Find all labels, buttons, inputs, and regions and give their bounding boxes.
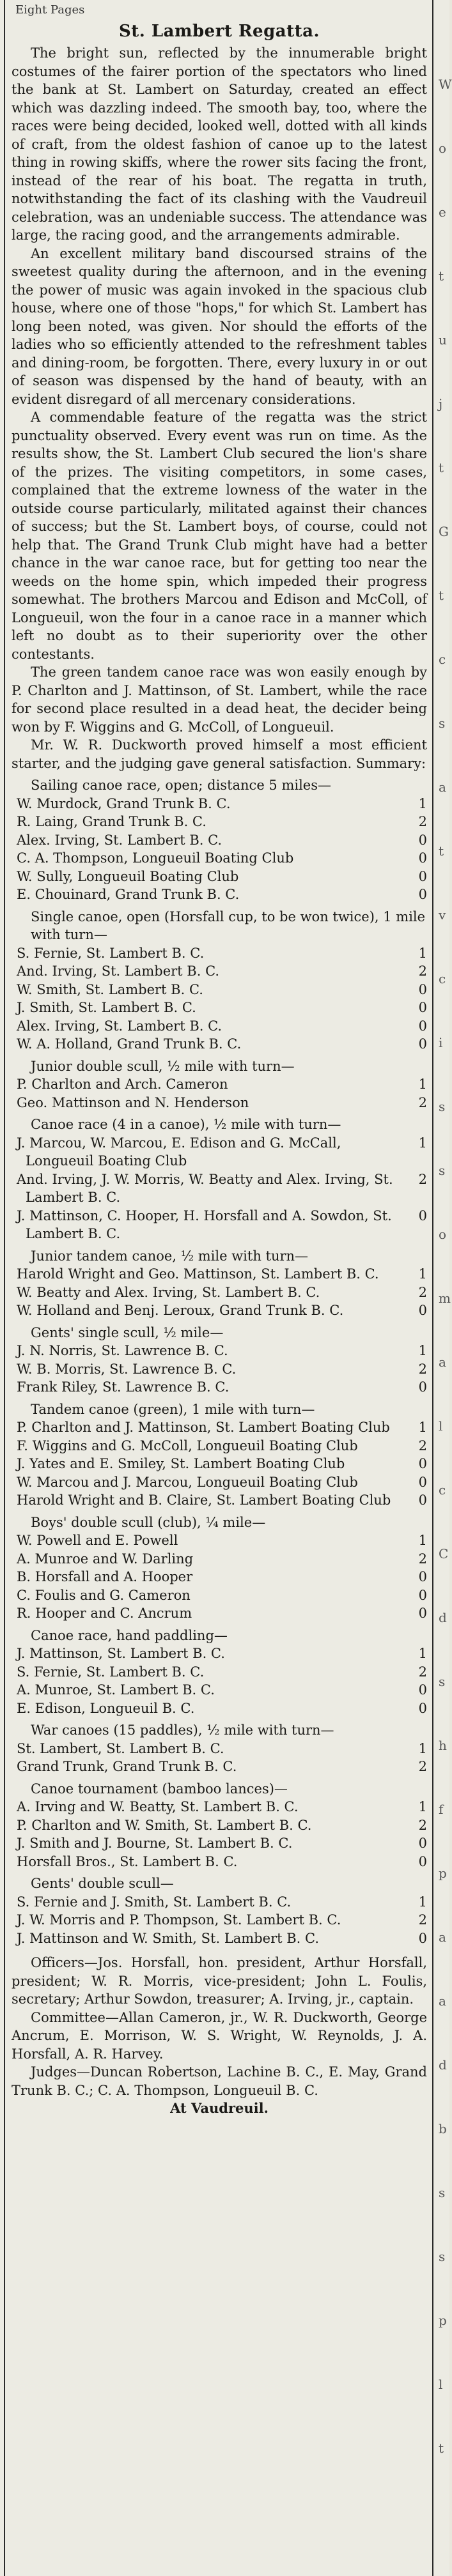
cropped-glyph: p: [439, 2313, 447, 2328]
result-row: [12, 795, 427, 813]
result-row: [12, 1094, 427, 1112]
cropped-glyph: s: [439, 716, 446, 731]
cropped-glyph: t: [439, 843, 444, 859]
competitor-name: W. Smith, St. Lambert B. C.: [17, 981, 203, 997]
cropped-glyph: t: [439, 588, 444, 603]
placing-number: 1: [418, 1533, 427, 1548]
competitor-name: Geo. Mattinson and N. Henderson: [17, 1094, 249, 1110]
placing-number: 2: [418, 1171, 427, 1187]
cropped-glyph: o: [439, 141, 447, 156]
cropped-glyph: a: [439, 1929, 446, 1945]
result-row: [12, 1604, 427, 1623]
placing-number: 1: [418, 1266, 427, 1282]
result-row: [12, 1586, 427, 1605]
competitor-name: E. Chouinard, Grand Trunk B. C.: [17, 887, 240, 902]
competitor-name: J. Marcou, W. Marcou, E. Edison and G. McCall, Longueuil Boating Club: [17, 1135, 341, 1169]
cropped-glyph: t: [439, 2441, 444, 2456]
placing-number: 2: [418, 1912, 427, 1928]
competitor-name: Harold Wright and Geo. Mattinson, St. Lambert B. C.: [17, 1266, 379, 1282]
competitor-name: Harold Wright and B. Claire, St. Lambert Boating Club: [17, 1492, 391, 1508]
placing-number: 0: [418, 1000, 427, 1015]
result-row: [12, 1816, 427, 1835]
placing-number: 0: [418, 868, 427, 884]
cropped-glyph: c: [439, 971, 446, 986]
event-title: Junior double scull, ½ mile with turn—: [31, 1058, 295, 1074]
competitor-name: B. Horsfall and A. Hooper: [17, 1569, 193, 1584]
result-row: [12, 981, 427, 999]
result-row: [12, 1455, 427, 1473]
result-row: [12, 1491, 427, 1510]
paragraph: The green tandem canoe race was won easily enough by P. Charlton and J. Mattinson, of St. Lambert, while the race for second place resulted in a dead heat, the decider being won by F. Wiggins and G. McColl, of Longueuil.: [12, 664, 427, 735]
result-row: [12, 1798, 427, 1816]
result-row: [12, 849, 427, 868]
result-row: [12, 1758, 427, 1776]
placing-number: 1: [418, 1894, 427, 1910]
placing-number: 0: [418, 1587, 427, 1603]
cropped-glyph: a: [439, 1993, 446, 2009]
result-row: [12, 1834, 427, 1853]
result-row: [12, 999, 427, 1017]
placing-number: 0: [418, 1606, 427, 1621]
competitor-name: E. Edison, Longueuil B. C.: [17, 1700, 195, 1716]
result-row: [12, 1075, 427, 1094]
competitor-name: A. Irving and W. Beatty, St. Lambert B. C.: [17, 1799, 299, 1814]
cropped-glyph: c: [439, 652, 446, 667]
cropped-glyph: v: [439, 907, 446, 923]
event-title: Boys' double scull (club), ¼ mile—: [31, 1514, 266, 1530]
competitor-name: R. Hooper and C. Ancrum: [17, 1606, 192, 1621]
cropped-glyph: s: [439, 2185, 446, 2200]
cropped-glyph: f: [439, 1802, 444, 1817]
result-row: [12, 1853, 427, 1871]
competitor-name: S. Fernie and J. Smith, St. Lambert B. C.: [17, 1894, 292, 1910]
cropped-glyph: i: [439, 1035, 443, 1050]
competitor-name: S. Fernie, St. Lambert B. C.: [17, 945, 205, 961]
result-row: [12, 1418, 427, 1437]
result-row: [12, 1699, 427, 1718]
placing-number: 2: [418, 1664, 427, 1680]
cropped-glyph: d: [439, 1610, 447, 1625]
placing-number: 0: [418, 1018, 427, 1034]
cropped-glyph: t: [439, 268, 444, 284]
result-row: [12, 1035, 427, 1054]
result-row: [12, 1663, 427, 1682]
cropped-glyph: a: [439, 779, 446, 795]
event-title: Junior tandem canoe, ½ mile with turn—: [31, 1248, 309, 1264]
result-row: [12, 1301, 427, 1320]
result-row: [12, 1265, 427, 1284]
competitor-name: F. Wiggins and G. McColl, Longueuil Boating Club: [17, 1438, 358, 1453]
placing-number: 0: [418, 1836, 427, 1851]
result-row: [12, 831, 427, 850]
competitor-name: W. Sully, Longueuil Boating Club: [17, 868, 239, 884]
cropped-glyph: m: [439, 1291, 451, 1306]
result-row: [12, 1929, 427, 1948]
paragraph: A commendable feature of the regatta was the strict punctuality observed. Every event was run on time. As the results show, the St. Lambert Club secured the lion's share of the prizes. The visiting competitors, in some cases, complained that the extreme lowness of the water in the outside course particularly, militated against their chances of success; but the St. Lambert boys, of course, could not help that. The Grand Trunk Club might have had a better chance in the war canoe race, but for getting too near the weeds on the home spin, which impeded their progress somewhat. The brothers Marcou and Edison and McColl, of Longueuil, won the four in a canoe race in a manner which left no doubt as to their superiority over the other contestants.: [12, 410, 427, 662]
competitor-name: A. Munroe, St. Lambert B. C.: [17, 1682, 215, 1698]
event-title: Gents' single scull, ½ mile—: [31, 1324, 224, 1340]
competitor-name: P. Charlton and W. Smith, St. Lambert B. C.: [17, 1817, 312, 1833]
cropped-glyph: s: [439, 1099, 446, 1114]
result-row: [12, 1207, 427, 1243]
placing-number: 1: [418, 1420, 427, 1435]
placing-number: 0: [418, 1208, 427, 1223]
placing-number: 0: [418, 850, 427, 866]
result-row: [12, 944, 427, 963]
event-title: Single canoe, open (Horsfall cup, to be won twice), 1 mile with turn—: [31, 908, 426, 942]
left-column-rule: [4, 0, 5, 2576]
cropped-glyph: l: [439, 1418, 443, 1434]
result-row: [12, 813, 427, 831]
race-summary: [12, 776, 427, 1947]
placing-number: 2: [418, 963, 427, 979]
right-column-rule: [432, 0, 433, 2576]
result-row: [12, 1681, 427, 1699]
result-row: [12, 1360, 427, 1379]
result-row: [12, 1284, 427, 1302]
placing-number: 0: [418, 1456, 427, 1471]
competitor-name: P. Charlton and Arch. Cameron: [17, 1077, 228, 1092]
placing-number: 2: [418, 814, 427, 829]
competitor-name: S. Fernie, St. Lambert B. C.: [17, 1664, 205, 1680]
placing-number: 2: [418, 1284, 427, 1300]
placing-number: 0: [418, 1036, 427, 1052]
result-row: [12, 962, 427, 981]
result-row: [12, 1893, 427, 1912]
competitor-name: J. Mattinson, St. Lambert B. C.: [17, 1646, 225, 1661]
article-title: St. Lambert Regatta.: [118, 21, 320, 41]
paragraph: The bright sun, reflected by the innumerable bright costumes of the fairer portion of the spectators who lined the bank at St. Lambert on Saturday, created an effect which was dazzling indeed. The smooth bay, too, where the races were being decided, looked well, dotted with all kinds of craft, from the oldest fashion of canoe up to the latest thing in rowing skiffs, where the rower sits facing the front, instead of the rear of his boat. The regatta in truth, notwithstanding the fact of its clashing with the Vaudreuil celebration, was an undeniable success. The attendance was large, the racing good, and the arrangements admirable.: [12, 45, 427, 243]
result-row: [12, 1378, 427, 1397]
competitor-name: W. Holland and Benj. Leroux, Grand Trunk B. C.: [17, 1303, 344, 1318]
event-title: Canoe race (4 in a canoe), ½ mile with turn—: [31, 1117, 341, 1132]
placing-number: 0: [418, 1492, 427, 1508]
result-row: [12, 1740, 427, 1758]
cropped-glyph: s: [439, 1674, 446, 1689]
cropped-glyph: W: [439, 77, 452, 92]
placing-number: 2: [418, 1438, 427, 1453]
adjacent-column-fragments: [437, 0, 452, 2576]
cropped-glyph: j: [439, 396, 443, 411]
officers-paragraph: Officers—Jos. Horsfall, hon. president, Arthur Horsfall, president; W. R. Morris, vice-president; John L. Foulis, secretary; Arthur Sowdon, treasurer; A. Irving, jr., captain.: [12, 1955, 427, 2007]
result-row: [12, 1473, 427, 1492]
placing-number: 2: [418, 1759, 427, 1774]
competitor-name: W. Beatty and Alex. Irving, St. Lambert B. C.: [17, 1284, 320, 1300]
article-column: [12, 0, 427, 2118]
trailing-headline: At Vaudreuil.: [170, 2100, 269, 2116]
judges-paragraph: Judges—Duncan Robertson, Lachine B. C., E. May, Grand Trunk B. C.; C. A. Thompson, Longueuil B. C.: [12, 2064, 427, 2098]
cropped-glyph: a: [439, 1354, 446, 1370]
placing-number: 2: [418, 1817, 427, 1833]
cropped-glyph: o: [439, 1227, 447, 1242]
competitor-name: R. Laing, Grand Trunk B. C.: [17, 814, 207, 829]
cropped-glyph: e: [439, 204, 446, 220]
competitor-name: Grand Trunk, Grand Trunk B. C.: [17, 1759, 237, 1774]
competitor-name: W. Murdock, Grand Trunk B. C.: [17, 795, 231, 811]
placing-number: 1: [418, 1799, 427, 1814]
cropped-glyph: h: [439, 1738, 447, 1753]
placing-number: 1: [418, 1740, 427, 1756]
result-row: [12, 1017, 427, 1036]
cropped-glyph: d: [439, 2057, 447, 2073]
placing-number: 0: [418, 1930, 427, 1946]
placing-number: 1: [418, 1343, 427, 1358]
placing-number: 0: [418, 1569, 427, 1584]
placing-number: 0: [418, 1474, 427, 1490]
event-title: Canoe tournament (bamboo lances)—: [31, 1781, 288, 1797]
result-row: [12, 1550, 427, 1568]
placing-number: 0: [418, 1700, 427, 1716]
competitor-name: J. N. Norris, St. Lawrence B. C.: [17, 1343, 228, 1358]
competitor-name: J. Mattinson, C. Hooper, H. Horsfall and A. Sowdon, St. Lambert B. C.: [17, 1208, 392, 1241]
competitor-name: C. A. Thompson, Longueuil Boating Club: [17, 850, 294, 866]
placing-number: 1: [418, 1077, 427, 1092]
cropped-glyph: s: [439, 2249, 446, 2264]
event-title: Canoe race, hand paddling—: [31, 1627, 228, 1643]
event-title: Gents' double scull—: [31, 1876, 174, 1891]
placing-number: 1: [418, 1135, 427, 1151]
cropped-glyph: C: [439, 1546, 449, 1561]
result-row: [12, 1170, 427, 1207]
placing-number: 2: [418, 1551, 427, 1567]
paragraph: An excellent military band discoursed strains of the sweetest quality during the afternoon, and in the evening the power of music was again invoked in the spacious club house, where one of those "hops," for which St. Lambert has long been noted, was given. Nor should the efforts of the ladies who so efficiently attended to the refreshment tables and dining-room, be forgotten. There, every luxury in or out of season was dispensed by the hand of beauty, with an evident disregard of all mercenary considerations.: [12, 245, 427, 407]
placing-number: 0: [418, 1303, 427, 1318]
result-row: [12, 868, 427, 886]
cropped-glyph: s: [439, 1163, 446, 1178]
competitor-name: W. Powell and E. Powell: [17, 1533, 178, 1548]
committee-paragraph: Committee—Allan Cameron, jr., W. R. Duckworth, George Ancrum, E. Morrison, W. S. Wright, W. Reynolds, J. A. Horsfall, A. R. Harvey.: [12, 2009, 427, 2062]
result-row: [12, 1644, 427, 1663]
cropped-glyph: G: [439, 524, 449, 539]
competitor-name: W. B. Morris, St. Lawrence B. C.: [17, 1361, 237, 1377]
paragraph: Mr. W. R. Duckworth proved himself a most efficient starter, and the judging gave general satisfaction. Summary:: [12, 737, 427, 771]
event-title: Sailing canoe race, open; distance 5 miles—: [31, 778, 332, 793]
competitor-name: Alex. Irving, St. Lambert B. C.: [17, 1018, 222, 1034]
competitor-name: Alex. Irving, St. Lambert B. C.: [17, 832, 222, 848]
result-row: [12, 1342, 427, 1360]
competitor-name: C. Foulis and G. Cameron: [17, 1587, 191, 1603]
placing-number: 2: [418, 1361, 427, 1377]
competitor-name: St. Lambert, St. Lambert B. C.: [17, 1740, 224, 1756]
result-row: [12, 1134, 427, 1170]
cropped-glyph: l: [439, 2377, 443, 2392]
running-head: Eight Pages: [15, 3, 85, 17]
placing-number: 0: [418, 1682, 427, 1698]
cropped-glyph: u: [439, 332, 447, 348]
placing-number: 1: [418, 945, 427, 961]
competitor-name: J. Yates and E. Smiley, St. Lambert Boating Club: [17, 1456, 345, 1471]
result-row: [12, 1568, 427, 1586]
competitor-name: Horsfall Bros., St. Lambert B. C.: [17, 1853, 238, 1869]
competitor-name: Frank Riley, St. Lawrence B. C.: [17, 1379, 230, 1395]
placing-number: 1: [418, 795, 427, 811]
event-title: War canoes (15 paddles), ½ mile with turn—: [31, 1722, 334, 1738]
competitor-name: P. Charlton and J. Mattinson, St. Lambert Boating Club: [17, 1420, 390, 1435]
result-row: [12, 1531, 427, 1550]
placing-number: 0: [418, 832, 427, 848]
placing-number: 0: [418, 981, 427, 997]
cropped-glyph: c: [439, 1482, 446, 1498]
event-title: Tandem canoe (green), 1 mile with turn—: [31, 1401, 315, 1417]
placing-number: 0: [418, 1853, 427, 1869]
competitor-name: And. Irving, J. W. Morris, W. Beatty and Alex. Irving, St. Lambert B. C.: [17, 1171, 393, 1205]
cropped-glyph: p: [439, 1866, 447, 1881]
competitor-name: W. A. Holland, Grand Trunk B. C.: [17, 1036, 242, 1052]
result-row: [12, 1437, 427, 1455]
competitor-name: J. Smith and J. Bourne, St. Lambert B. C.: [17, 1836, 293, 1851]
placing-number: 0: [418, 1379, 427, 1395]
competitor-name: J. W. Morris and P. Thompson, St. Lambert B. C.: [17, 1912, 341, 1928]
placing-number: 0: [418, 887, 427, 902]
competitor-name: W. Marcou and J. Marcou, Longueuil Boating Club: [17, 1474, 358, 1490]
result-row: [12, 1911, 427, 1929]
competitor-name: And. Irving, St. Lambert B. C.: [17, 963, 220, 979]
cropped-glyph: b: [439, 2121, 447, 2136]
competitor-name: A. Munroe and W. Darling: [17, 1551, 194, 1567]
competitor-name: J. Smith, St. Lambert B. C.: [17, 1000, 196, 1015]
club-officers: [12, 1954, 427, 2118]
competitor-name: J. Mattinson and W. Smith, St. Lambert B. C.: [17, 1930, 320, 1946]
placing-number: 1: [418, 1646, 427, 1661]
result-row: [12, 885, 427, 904]
cropped-glyph: t: [439, 460, 444, 475]
placing-number: 2: [418, 1094, 427, 1110]
